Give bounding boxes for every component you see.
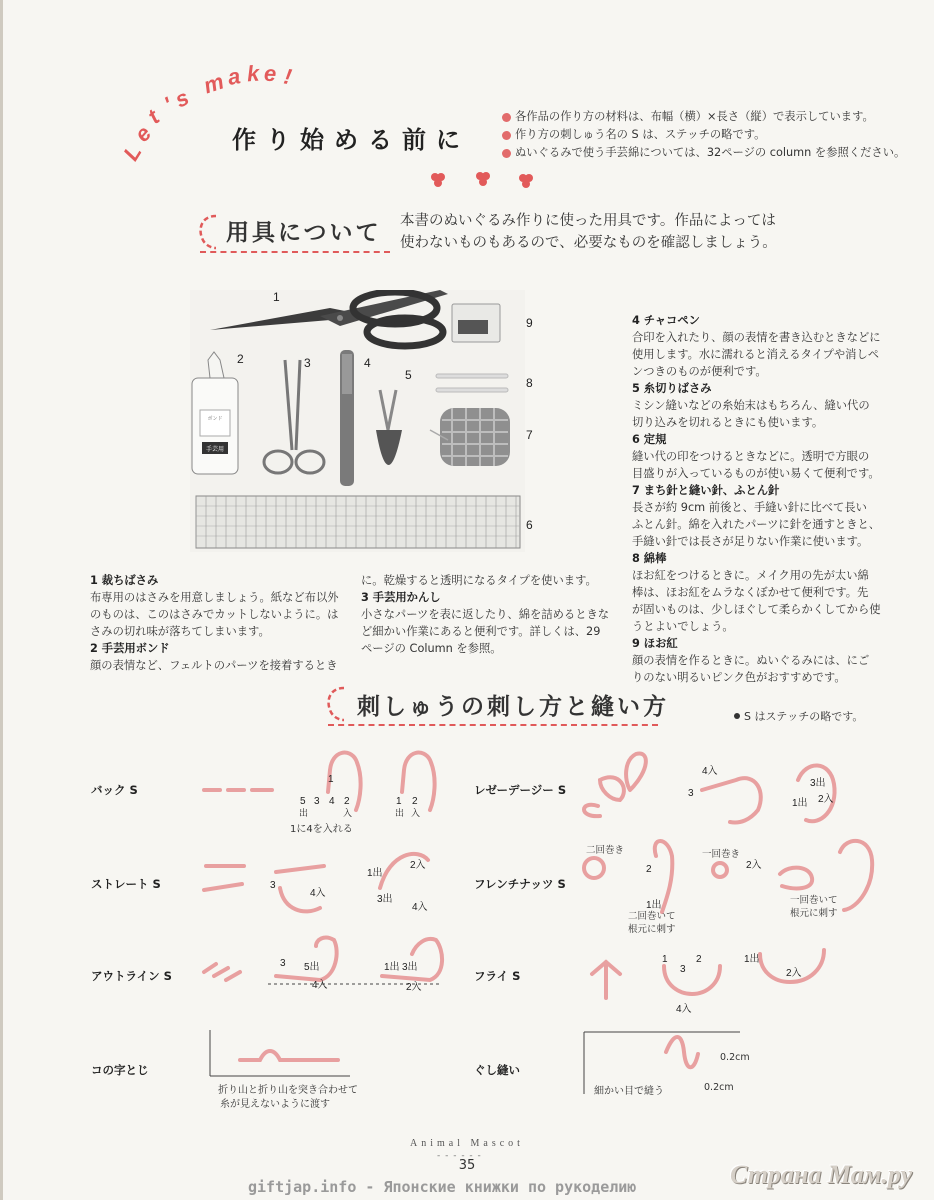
tool-desc-col2: [361, 572, 611, 657]
tool-line: 使用します。水に濡れると消えるタイプや消しペ: [632, 348, 880, 361]
tool-line: に。乾燥すると透明になるタイプを使います。: [361, 574, 597, 587]
diagram-number: 3: [270, 880, 276, 891]
tool-title: 1 裁ちばさみ: [90, 574, 159, 587]
bullet-icon: [502, 131, 511, 140]
page-title: 作り始める前に: [232, 126, 470, 154]
tool-line: ほお紅をつけるときに。メイク用の先が太い綿: [632, 569, 869, 582]
diagram-number: 入: [343, 808, 353, 818]
tool-line: 合印を入れたり、顔の表情を書き込むときなどに: [632, 331, 881, 344]
bullet-icon: [734, 713, 740, 719]
tool-line: りのない明るいピンク色がおすすめです。: [632, 671, 846, 684]
diagram-number: 3出: [810, 778, 826, 789]
tool-line: ページの Column を参照。: [361, 642, 502, 655]
section-bracket-icon: [322, 684, 352, 724]
lets-make-char: t: [142, 104, 164, 129]
tool-line: 長さが約 9cm 前後と、手縫い針に比べて長い: [632, 501, 867, 514]
diagram-caption: 1に4を入れる: [290, 824, 353, 835]
tool-line: 切り込みを切れるときにも使います。: [632, 416, 824, 429]
tools-heading: 用具について: [226, 220, 382, 246]
stitch-label-running: ぐし縫い: [474, 1063, 520, 1077]
tool-line: 顔の表情など、フェルトのパーツを接着するとき: [90, 659, 338, 672]
stitch-label-lazy-daisy: レゼーデージー S: [474, 783, 567, 797]
tool-line: 小さなパーツを表に返したり、綿を詰めるときな: [361, 608, 610, 621]
diagram-number: 2入: [746, 860, 762, 871]
photo-number: 7: [526, 428, 533, 442]
photo-number: 2: [237, 352, 244, 366]
tool-title: 8 綿棒: [632, 552, 667, 565]
diagram-number: 3: [680, 964, 686, 975]
tool-title: 7 まち針と縫い針、ふとん針: [632, 484, 780, 497]
diagram-number: 2: [344, 796, 350, 807]
tool-line: が固いものは、少しほぐして柔らかくしてから使: [632, 603, 881, 616]
stitch-heading: 刺しゅうの刺し方と縫い方: [357, 694, 669, 720]
lets-make-char: L: [118, 140, 147, 166]
note-row: [502, 126, 905, 144]
diagram-caption: 二回巻き: [586, 845, 625, 856]
footer-dashes: - - - - - -: [437, 1151, 482, 1161]
diagram-number: 4入: [312, 980, 328, 991]
caption-line: 折り山と折り山を突き合わせて: [218, 1085, 358, 1096]
diagram-number: 3: [280, 958, 286, 969]
note-text: 作り方の刺しゅう名の S は、ステッチの略です。: [515, 128, 766, 141]
tool-line: 棒は、ほお紅をムラなくぼかせて便利です。先: [632, 586, 869, 599]
section-bracket-icon: [194, 212, 224, 252]
tool-line: ど細かい作業にあると便利です。詳しくは、29: [361, 625, 601, 638]
diagram-number: 1出: [367, 868, 383, 879]
lets-make-char: e: [263, 60, 277, 87]
diagram-number: 3出: [377, 894, 393, 905]
caption-line: 根元に刺す: [628, 924, 676, 935]
note-text: ぬいぐるみで使う手芸綿については、32ページの column を参照ください。: [515, 146, 906, 159]
book-title: Animal Mascot: [410, 1138, 524, 1149]
diagram-number: 3: [314, 796, 320, 807]
lets-make-char: s: [171, 84, 193, 113]
diagram-number: 2: [696, 954, 702, 965]
tool-desc-col1: [90, 572, 360, 674]
photo-number: 8: [526, 376, 533, 390]
watermark-text: giftjap.info - Японские книжки по рукоделию: [248, 1178, 637, 1196]
diagram-number: 1: [328, 774, 334, 785]
ladder-caption: [218, 1084, 358, 1112]
diagram-number: 2入: [410, 860, 426, 871]
diagram-number: 2入: [818, 794, 834, 805]
bond-label: 手芸用: [205, 446, 225, 453]
tool-line: のものは、このはさみでカットしないように。は: [90, 608, 339, 621]
tool-title: 2 手芸用ボンド: [90, 642, 170, 655]
brand-logo: Страна Мам.ру: [730, 1160, 913, 1189]
tool-line: 布専用のはさみを用意しましょう。紙など布以外: [90, 591, 339, 604]
diagram-number: 3出: [402, 962, 418, 973]
header-notes: [502, 108, 905, 162]
tool-title: 6 定規: [632, 433, 667, 446]
stitch-label-french-knot: フレンチナッツ S: [474, 877, 566, 891]
tool-desc-col3: [632, 312, 892, 686]
diagram-number: 3: [688, 788, 694, 799]
note-text: 各作品の作り方の材料は、布幅（横）×長さ（縦）で表示しています。: [515, 110, 874, 123]
bullet-icon: [502, 149, 511, 158]
note-row: [502, 108, 905, 126]
photo-number: 9: [526, 316, 533, 330]
photo-number: 6: [526, 518, 533, 532]
stitch-label-fly: フライ S: [474, 969, 521, 983]
diagram-number: 2: [646, 864, 652, 875]
tool-line: 顔の表情を作るときに。ぬいぐるみには、にご: [632, 654, 870, 667]
stitch-label-outline: アウトライン S: [91, 969, 172, 983]
diagram-number: 出: [395, 808, 405, 818]
diagram-number: 5出: [304, 962, 320, 973]
diagram-number: 2: [412, 796, 418, 807]
tool-title: 4 チャコペン: [632, 314, 700, 327]
diagram-number: 出: [299, 808, 309, 818]
page-edge: [0, 0, 3, 1200]
caption-line: 二回巻いて: [628, 911, 676, 922]
photo-number: 3: [304, 356, 311, 370]
caption-line: 根元に刺す: [790, 908, 838, 919]
lets-make-char: k: [246, 60, 261, 87]
stitch-label-back: バック S: [91, 783, 138, 797]
diagram-caption: [790, 894, 838, 920]
tool-title: 5 糸切りばさみ: [632, 382, 712, 395]
intro-line: 本書のぬいぐるみ作りに使った用具です。作品によっては: [400, 213, 776, 229]
stitch-note: [734, 708, 863, 724]
intro-line: 使わないものもあるので、必要なものを確認しましょう。: [400, 235, 777, 251]
diagram-caption: [628, 910, 676, 936]
caption-line: 一回巻いて: [790, 895, 838, 906]
tool-line: 目盛りが入っているものが使い易くて便利です。: [632, 467, 880, 480]
tool-title: 3 手芸用かんし: [361, 591, 441, 604]
diagram-number: 2入: [786, 968, 802, 979]
tool-line: ンつきのものが便利です。: [632, 365, 767, 378]
tool-line: 手縫い針では長さが足りない作業に使います。: [632, 535, 869, 548]
lets-make-char: !: [281, 63, 294, 90]
lets-make-char: a: [225, 63, 243, 90]
tool-title: 9 ほお紅: [632, 637, 678, 650]
diagram-number: 4入: [310, 888, 326, 899]
bullet-icon: [502, 113, 511, 122]
diagram-number: 4入: [412, 902, 428, 913]
heading-underline: [328, 724, 658, 726]
diagram-number: 4入: [702, 766, 718, 777]
svg-text:ボンド: ボンド: [207, 416, 223, 422]
photo-number: 5: [405, 368, 412, 382]
photo-number: 1: [273, 290, 280, 304]
tools-intro: [400, 210, 777, 254]
tool-line: うとよいでしょう。: [632, 620, 734, 633]
diagram-number: 1出: [792, 798, 808, 809]
tools-photo: [190, 290, 525, 552]
diagram-number: 1: [396, 796, 402, 807]
diagram-caption: 一回巻き: [702, 849, 741, 860]
page-number: 35: [458, 1158, 476, 1173]
diagram-number: 1出: [646, 900, 662, 911]
running-width: 0.2cm: [704, 1082, 734, 1093]
diagram-number: 2入: [406, 982, 422, 993]
diagram-number: 4入: [676, 1004, 692, 1015]
stitch-label-straight: ストレート S: [91, 877, 161, 891]
running-width: 0.2cm: [720, 1052, 750, 1063]
tool-line: ミシン縫いなどの糸始末はもちろん、縫い代の: [632, 399, 870, 412]
heart-ornaments-icon: [428, 170, 548, 192]
heading-underline: [200, 251, 390, 253]
tool-line: 縫い代の印をつけるときなどに。透明で方眼の: [632, 450, 870, 463]
diagram-number: 5: [300, 796, 306, 807]
diagram-number: 1出: [384, 962, 400, 973]
note-row: [502, 144, 905, 162]
diagram-number: 1出: [744, 954, 760, 965]
diagram-number: 4: [329, 796, 335, 807]
running-caption: 細かい目で縫う: [594, 1086, 664, 1097]
caption-line: 糸が見えないように渡す: [220, 1099, 330, 1110]
lets-make-char: ': [159, 92, 177, 117]
lets-make-char: m: [200, 68, 227, 99]
stitch-note-text: S はステッチの略です。: [744, 710, 864, 723]
photo-number: 4: [364, 356, 371, 370]
tool-line: ふとん針。綿を入れたパーツに針を通すときと、: [632, 518, 881, 531]
diagram-number: 1: [662, 954, 668, 965]
stitch-label-ladder: コの字とじ: [91, 1063, 149, 1077]
tool-line: さみの切れ味が落ちてしまいます。: [90, 625, 270, 638]
lets-make-char: e: [129, 120, 157, 147]
diagram-number: 入: [411, 808, 421, 818]
